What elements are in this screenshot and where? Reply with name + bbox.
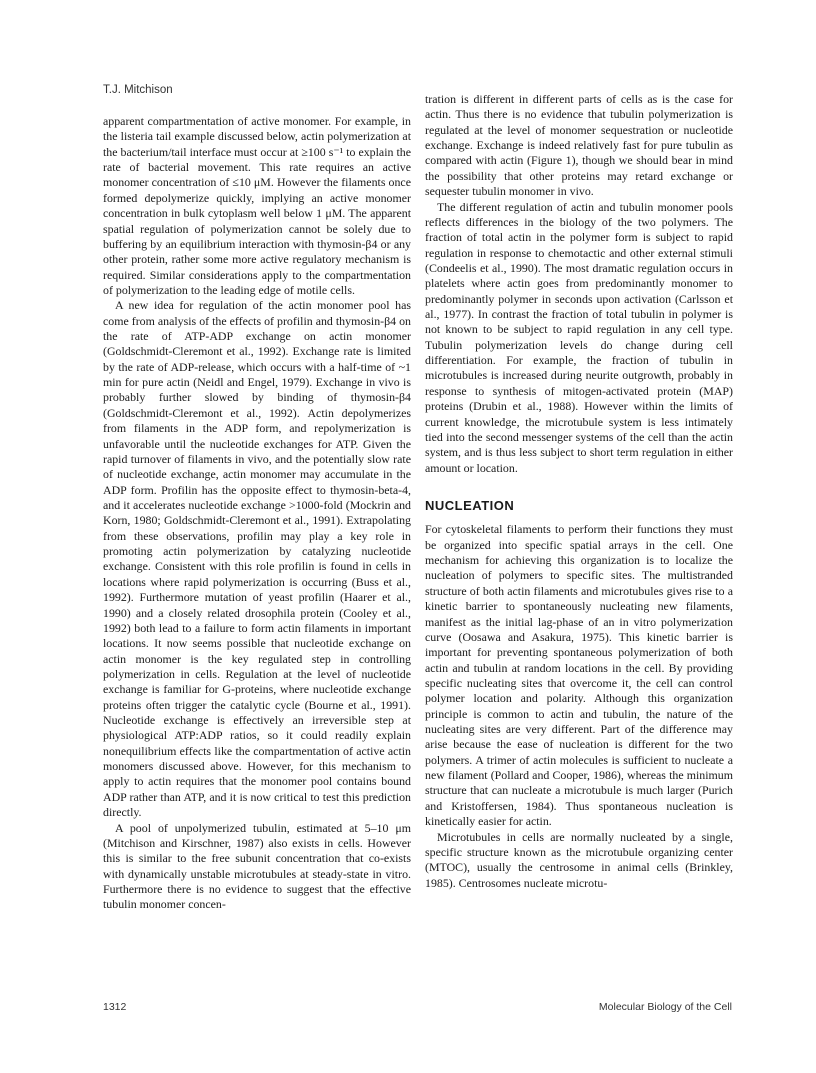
paragraph: The different regulation of actin and tubulin monomer pools reflects differences in the biology of the two polymers. The fraction of total actin in the polymer form is subject to rapid regulation in response to chemotactic and other external stimuli (Condeelis et al., 1990). The most dramatic regulation occurs in platelets where actin goes from predominantly monomer to predominantly polymer in seconds upon activation (Carlsson et al., 1977). In contrast the fraction of total tubulin in polymer is not known to be subject to rapid regulation in any cell type. Tubulin polymerization levels do change during cell differentiation. For example, the fraction of tubulin in microtubules is increased during neurite outgrowth, probably in response to synthesis of mitogen-activated protein (MAP) proteins (Drubin et al., 1988). However within the limits of current knowledge, the microtubule system is less intimately tied into the second messenger systems of the cell than the actin system, and is thus less subject to short term regulation in either amount or location. xyxy=(425,199,733,475)
paragraph: tration is different in different parts of cells as is the case for actin. Thus there is no evidence that tubulin polymerization is regulated at the level of monomer sequestration or nucleotide exchange. Exchange is indeed relatively fast for pure tubulin as compared with actin (Figure 1), though we should bear in mind the possibility that other proteins may retard exchange or sequester tubulin monomer in vivo. xyxy=(425,92,733,199)
left-column xyxy=(103,114,411,913)
paragraph: For cytoskeletal filaments to perform their functions they must be organized into specific spatial arrays in the cell. One mechanism for achieving this organization is to localize the nucleation of polymers to specific sites. The multistranded structure of both actin filaments and microtubules gives rise to a kinetic barrier to spontaneously nucleating new filaments, manifest as the initial lag-phase of an in vitro polymerization curve (Oosawa and Asakura, 1975). This kinetic barrier is important for preventing spontaneous polymerization of both actin and tubulin at random locations in the cell. By providing specific nucleating sites that overcome it, the cell can control polymer location and polarity. Although this organization principle is common to actin and tubulin, the nature of the nucleating sites are very different. Part of the difference may arise because the ease of nucleation is different for the two polymers. A trimer of actin molecules is sufficient to nucleate a new filament (Pollard and Cooper, 1986), whereas the minimum structure that can nucleate a microtubule is much larger (Purich and Kristoffersen, 1984). Thus spontaneous nucleation is kinetically easier for actin. xyxy=(425,522,733,829)
paragraph: A pool of unpolymerized tubulin, estimated at 5–10 μm (Mitchison and Kirschner, 1987) also exists in cells. However this is similar to the free subunit concentration that co-exists with dynamically unstable microtubules at steady-state in vitro. Furthermore there is no evidence to suggest that the effective tubulin monomer concen- xyxy=(103,820,411,912)
paragraph: A new idea for regulation of the actin monomer pool has come from analysis of the effects of profilin and thymosin-β4 on the rate of ATP-ADP exchange on actin monomer (Goldschmidt-Cleremont et al., 1992). Exchange rate is limited by the rate of ADP-release, which occurs with a half-time of ~1 min for pure actin (Neidl and Engel, 1979). Exchange in vivo is probably further slowed by binding of thymosin-β4 (Goldschmidt-Cleremont et al., 1992). Actin depolymerizes from filaments in the ADP form, and repolymerization is unfavorable until the nucleotide exchanges for ATP. Given the rapid turnover of filaments in vivo, and the potentially slow rate of nucleotide exchange, actin monomer may accumulate in the ADP form. Profilin has the opposite effect to thymosin-beta-4, and it accelerates nucleotide exchange >1000-fold (Mockrin and Korn, 1980; Goldschmidt-Cleremont et al., 1991). Extrapolating from these observations, profilin may play a key role in promoting actin polymerization by catalyzing nucleotide exchange. Consistent with this role profilin is found in cells in locations where rapid polymerization is occurring (Buss et al., 1992). Furthermore mutation of yeast profilin (Haarer et al., 1990) and a closely related drosophila protein (Cooley et al., 1992) both lead to a failure to form actin filaments in important locations. It now seems possible that nucleotide exchange on actin monomer is the key regulated step in controlling polymerization in cells. Regulation at the level of nucleotide exchange is familiar for G-proteins, where nucleotide exchange proteins often trigger the catalytic cycle (Bourne et al., 1991). Nucleotide exchange is effectively an irreversible step at physiological ATP:ADP ratios, so it could readily explain nonequilibrium effects like the compartmentation of active actin monomers discussed above. However, for this mechanism to apply to actin requires that the monomer pool contains bound ADP rather than ATP, and it is now critical to test this prediction directly. xyxy=(103,298,411,820)
journal-name: Molecular Biology of the Cell xyxy=(598,1001,732,1013)
right-column xyxy=(425,92,733,891)
paragraph: apparent compartmentation of active monomer. For example, in the listeria tail example discussed below, actin polymerization at the bacterium/tail interface must occur at ≥100 s⁻¹ to explain the rate of bacterial movement. This rate requires an active monomer concentration of ≤10 μM. However the filaments once formed depolymerize quickly, implying an active monomer concentration in bulk cytoplasm well below 1 μM. The apparent spatial regulation of polymerization cannot be solely due to buffering by an equilibrium interaction with thymosin-β4 or any other protein, rather some more active regulatory mechanism is required. Similar considerations apply to the compartmentation of polymerization to the leading edge of motile cells. xyxy=(103,114,411,297)
paragraph: Microtubules in cells are normally nucleated by a single, specific structure known as the microtubule organizing center (MTOC), usually the centrosome in animal cells (Brinkley, 1985). Centrosomes nucleate microtu- xyxy=(425,829,733,890)
running-header-author: T.J. Mitchison xyxy=(103,84,173,96)
page-number: 1312 xyxy=(103,1001,127,1013)
section-heading: NUCLEATION xyxy=(425,497,515,513)
